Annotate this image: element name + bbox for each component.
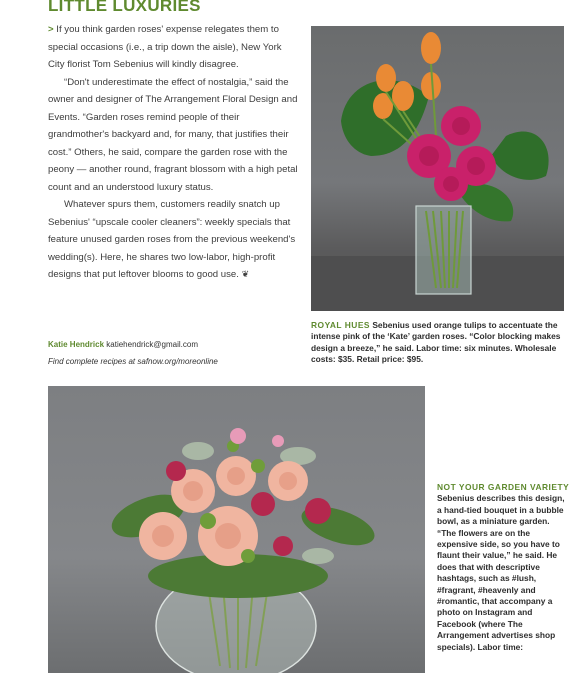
article-body [48, 21, 298, 284]
byline-name: Katie Hendrick [48, 340, 105, 349]
paragraph-1-text: If you think garden roses' expense relegates them to special occasions (i.e., a trip down the aisle), New York City florist Tom Sebenius will kindly disagree. [48, 24, 282, 70]
garden-rose-bouquet-image [48, 386, 425, 673]
end-mark-icon: ❦ [241, 269, 250, 279]
garden-variety-label: NOT YOUR GARDEN VARIETY [437, 482, 570, 492]
royal-hues-text: Sebenius used orange tulips to accentuate the intense pink of the ‘Kate’ garden roses. “Color blocking makes design a breeze,” he said. Labor time: six minutes. Wholesale costs: $35. Retail price: $95. [311, 320, 561, 365]
garden-variety-text: Sebenius describes this design, a hand-tied bouquet in a bubble bowl, as a miniature garden. “The flowers are on the expensive side, so you have to flaunt their value,” he said. He does that with descriptive hashtags, such as #lush, #fragrant, #heavenly and #romantic, that accompany a photo on Instagram and Facebook (where The Arrangement advertises shop specials). Labor time: [437, 493, 565, 652]
royal-hues-label: ROYAL HUES [311, 320, 370, 330]
paragraph-3-text: Whatever spurs them, customers readily snatch up Sebenius' “upscale cooler cleaners”: weekly specials that feature unused garden roses from the previous weekend's wedding(s). Here, he shares two low-labor, high-profit designs that put leftover blooms to good use. [48, 199, 296, 280]
royal-hues-caption [311, 320, 569, 366]
garden-variety-caption [437, 482, 571, 653]
garden-variety-photo [48, 386, 425, 673]
paragraph-1 [48, 21, 298, 74]
paragraph-2: “Don't underestimate the effect of nostalgia,” said the owner and designer of The Arrangement Floral Design and Events. “Garden roses remind people of their grandmother's backyard and, for many, that justifies their cost.” Others, he said, compare the garden rose with the peony — another round, fragrant blossom with a high petal count and an understood luxury status. [48, 76, 298, 193]
recipes-link-text: Find complete recipes at safnow.org/moreonline [48, 357, 218, 366]
royal-hues-photo [311, 26, 564, 311]
byline [48, 340, 198, 349]
tulip-rose-arrangement-image [311, 26, 564, 311]
byline-email[interactable]: katiehendrick@gmail.com [106, 340, 198, 349]
lead-arrow-icon: > [48, 24, 54, 35]
article-heading: LITTLE LUXURIES [48, 0, 201, 15]
paragraph-3 [48, 196, 298, 284]
